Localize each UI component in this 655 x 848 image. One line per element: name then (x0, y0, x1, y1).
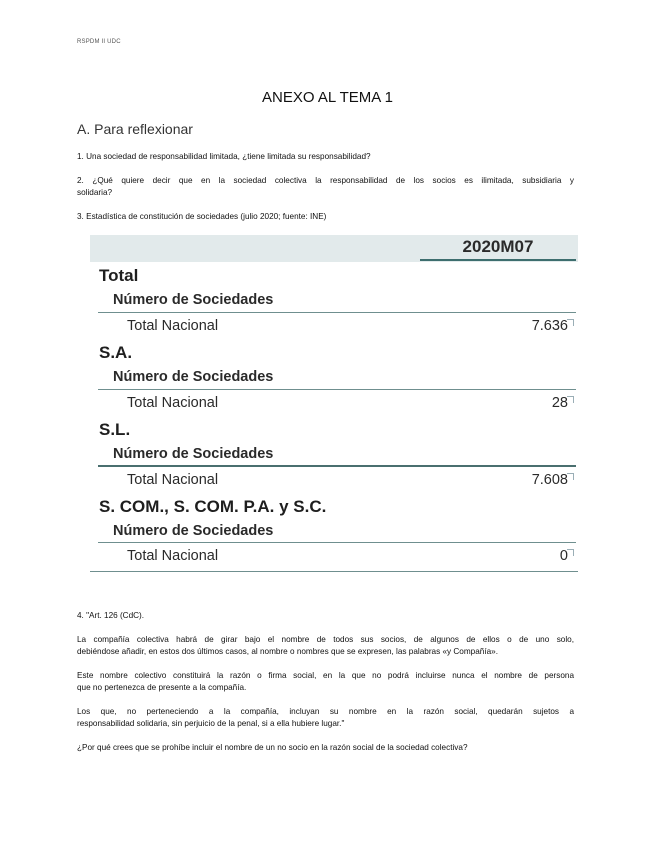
row-value: 7.636 (531, 318, 568, 334)
group-subheader: Número de Sociedades (113, 446, 274, 462)
document-title: ANEXO AL TEMA 1 (262, 89, 393, 106)
statistics-table (90, 235, 578, 573)
row-divider (98, 389, 576, 390)
note-corner-icon (567, 396, 574, 403)
row-label: Total Nacional (127, 548, 219, 564)
row-label: Total Nacional (127, 318, 219, 334)
period-header: 2020M07 (462, 237, 534, 256)
article-p2-line-2: que no pertenezca de presente a la compañía. (77, 683, 247, 692)
article-p3-line-2: responsabilidad solidaria, sin perjuicio de la penal, si a ella hubiere lugar." (77, 719, 345, 728)
section-heading-a: A. Para reflexionar (77, 121, 193, 137)
group-name: Total (99, 266, 139, 285)
article-p1-line-2: debiéndose añadir, en estos dos últimos casos, al nombre o nombres que se expresen, las palabras «y Compañía». (77, 647, 498, 656)
table-header-band (90, 235, 578, 262)
group-name: S.A. (99, 343, 133, 362)
group-name: S. COM., S. COM. P.A. y S.C. (99, 497, 327, 516)
row-value: 0 (559, 548, 568, 564)
row-label: Total Nacional (127, 395, 219, 411)
row-divider (98, 312, 576, 313)
group-subheader: Número de Sociedades (113, 292, 274, 308)
row-value: 28 (551, 395, 568, 411)
header-code: RSPDM II UDC (77, 39, 121, 45)
article-p1-line-1: La compañía colectiva habrá de girar bajo el nombre de todos sus socios, de algunos de ellos o de uno solo, (77, 635, 574, 644)
group-subheader: Número de Sociedades (113, 369, 274, 385)
row-label: Total Nacional (127, 472, 219, 488)
question-2-line-2: solidaria? (77, 188, 113, 197)
note-corner-icon (567, 473, 574, 480)
question-1: 1. Una sociedad de responsabilidad limitada, ¿tiene limitada su responsabilidad? (77, 152, 371, 161)
group-subheader: Número de Sociedades (113, 523, 274, 539)
table-bottom-rule (90, 571, 578, 572)
note-corner-icon (567, 549, 574, 556)
row-divider (98, 465, 576, 467)
final-question: ¿Por qué crees que se prohíbe incluir el nombre de un no socio en la razón social de la sociedad colectiva? (77, 743, 468, 752)
row-value: 7.608 (531, 472, 568, 488)
row-divider (98, 542, 576, 543)
note-corner-icon (567, 319, 574, 326)
question-3: 3. Estadística de constitución de sociedades (julio 2020; fuente: INE) (77, 212, 327, 221)
header-rule (420, 259, 576, 261)
article-p2-line-1: Este nombre colectivo constituirá la razón o firma social, en la que no podrá incluirse nunca el nombre de persona (77, 671, 574, 680)
question-2-line-1: 2. ¿Qué quiere decir que en la sociedad colectiva la responsabilidad de los socios es ilimitada, subsidiaria y (77, 176, 574, 185)
group-name: S.L. (99, 420, 131, 439)
article-p3-line-1: Los que, no perteneciendo a la compañía, incluyan su nombre en la razón social, quedarán sujetos a (77, 707, 574, 716)
article-heading: 4. "Art. 126 (CdC). (77, 611, 145, 620)
